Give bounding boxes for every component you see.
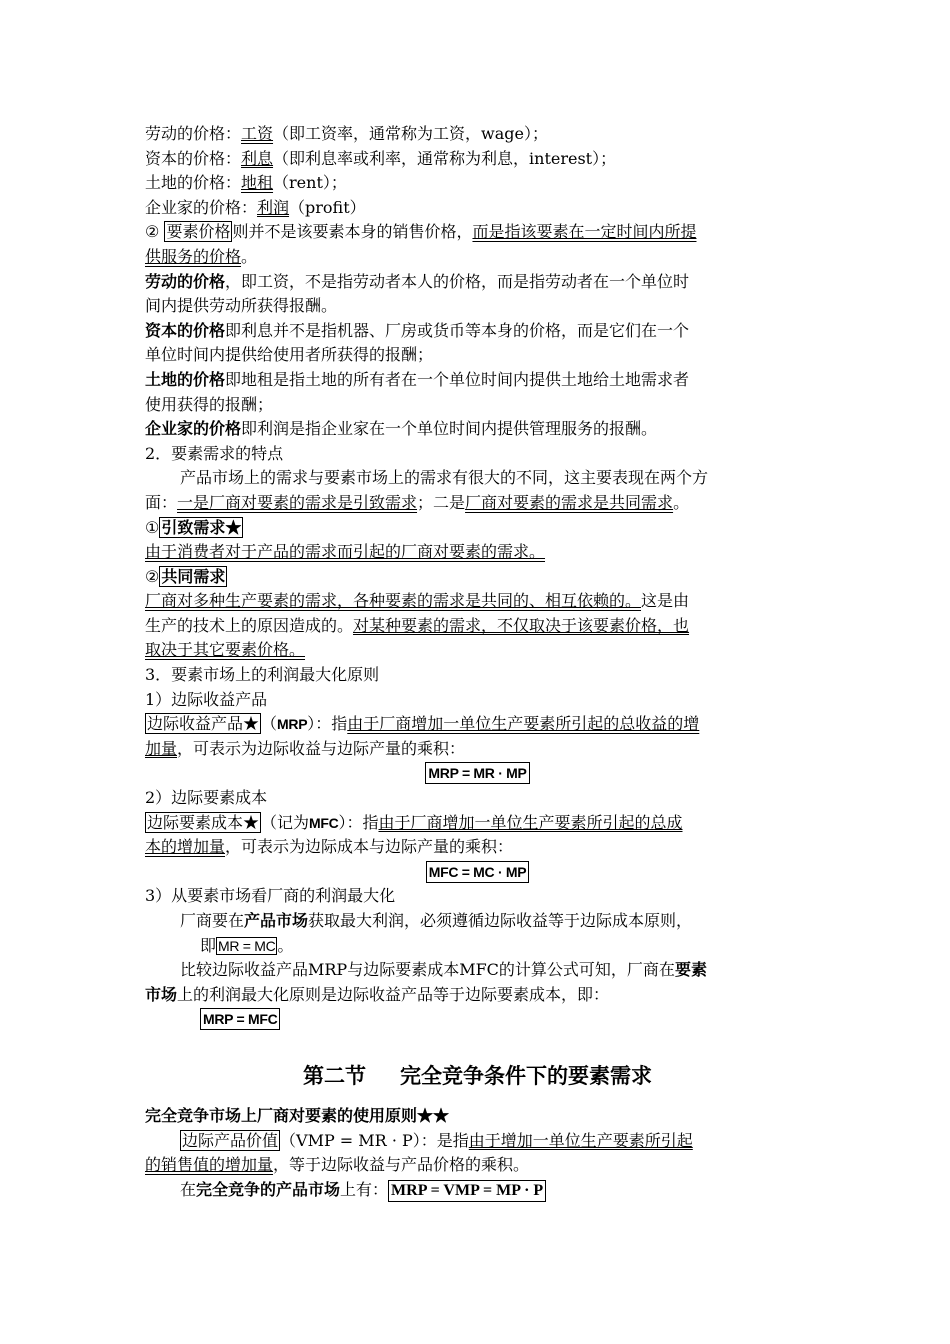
subheading-mrp xyxy=(145,688,810,713)
labor-price-def xyxy=(145,270,810,295)
text: 土地的价格： xyxy=(145,173,242,193)
mrp-mfc-line xyxy=(145,1007,810,1032)
text: 企业家的价格： xyxy=(145,197,258,217)
subheading-profit-max xyxy=(145,884,810,909)
entrepreneur-price-def xyxy=(145,417,810,442)
bold-term: 企业家的价格 xyxy=(145,419,242,439)
text: （即工资率，通常称为工资，wage）； xyxy=(273,124,548,143)
underlined-text: 的销售值的增加量 xyxy=(145,1155,274,1175)
mfc-formula-line xyxy=(145,860,810,885)
text: 则并不是该要素本身的销售价格， xyxy=(232,222,473,242)
capital-price-line xyxy=(145,147,810,172)
text: （即利息率或利率，通常称为利息，interest）； xyxy=(273,148,617,168)
derived-demand-def xyxy=(145,540,810,565)
text: 。 xyxy=(277,935,294,955)
underlined-text: 由于消费者对于产品的需求而引起的厂商对要素的需求。 xyxy=(145,542,546,562)
mfc-def-2 xyxy=(145,835,810,860)
capital-price-def xyxy=(145,319,810,344)
text: 上的利润最大化原则是边际收益产品等于边际要素成本，即： xyxy=(177,984,610,1004)
term-wage: 工资 xyxy=(241,124,274,143)
underlined-text: 由于增加一单位生产要素所引起 xyxy=(468,1130,693,1150)
principle-heading xyxy=(145,1104,810,1129)
vmp-def xyxy=(145,1129,810,1154)
text: 在 xyxy=(180,1179,197,1199)
bold-term: 要素 xyxy=(674,960,707,980)
text: （记为 xyxy=(261,812,310,832)
text: 即 xyxy=(200,935,217,955)
text: ）：指 xyxy=(338,812,379,832)
term-rent: 地租 xyxy=(241,173,274,193)
text: ，可表示为边际收益与边际产量的乘积： xyxy=(177,738,466,758)
text: ，即工资，不是指劳动者本人的价格，而是指劳动者在一个单位时 xyxy=(225,271,690,291)
paragraph-line xyxy=(145,491,810,516)
mr-mc-line xyxy=(145,934,810,959)
section-number: 第二节 xyxy=(303,1062,366,1088)
underlined-text: 厂商对多种生产要素的需求，各种要素的需求是共同的、相互依赖的。 xyxy=(145,591,642,611)
text: ② xyxy=(145,566,160,586)
text: （rent）； xyxy=(273,173,347,193)
text: 劳动的价格： xyxy=(145,124,242,143)
underlined-text: 而是指该要素在一定时间内所提 xyxy=(472,222,697,242)
term-profit: 利润 xyxy=(257,197,290,217)
factor-price-line xyxy=(145,220,810,245)
section-heading-2 xyxy=(145,442,810,467)
text: ，可表示为边际成本与边际产量的乘积： xyxy=(225,837,514,857)
land-price-def-2 xyxy=(145,393,810,418)
labor-price-line xyxy=(145,122,810,147)
document-page xyxy=(145,122,810,1202)
joint-demand-def-3 xyxy=(145,638,810,663)
bold-term: 市场 xyxy=(145,984,178,1004)
boxed-term: 要素价格 xyxy=(166,222,231,242)
entrepreneur-price-line xyxy=(145,196,810,221)
boxed-term: 共同需求 xyxy=(161,566,226,586)
underlined-text: 加量 xyxy=(145,738,178,758)
text: 。 xyxy=(673,492,690,512)
bold-term: 产品市场 xyxy=(244,911,309,930)
factor-price-line-2 xyxy=(145,245,810,270)
derived-demand-heading xyxy=(145,516,810,541)
text: 单位时间内提供给使用者所获得的报酬； xyxy=(145,345,434,365)
text: 3．要素市场上的利润最大化原则 xyxy=(145,665,380,685)
vmp-formula: MRP = VMP = MP · P xyxy=(388,1180,546,1202)
paragraph-line xyxy=(145,466,810,491)
section-name: 完全竞争条件下的要素需求 xyxy=(400,1062,652,1088)
text: 。 xyxy=(241,246,258,266)
mrp-formula-line xyxy=(145,761,810,786)
text: 比较边际收益产品MRP与边际要素成本MFC的计算公式可知，厂商在 xyxy=(180,960,675,980)
paragraph-line xyxy=(145,958,810,983)
joint-demand-def-2 xyxy=(145,614,810,639)
subheading-mfc xyxy=(145,786,810,811)
underlined-text: 由于厂商增加一单位生产要素所引起的总收益的增 xyxy=(347,714,700,734)
section-heading-3 xyxy=(145,663,810,688)
underlined-text: 对某种要素的需求，不仅取决于该要素价格，也 xyxy=(353,615,690,635)
abbr: MRP xyxy=(277,716,308,733)
text: 2．要素需求的特点 xyxy=(145,443,284,463)
bold-heading: 完全竞争市场上厂商对要素的使用原则★★ xyxy=(145,1105,450,1125)
text: 面： xyxy=(145,492,178,512)
labor-price-def-2 xyxy=(145,294,810,319)
abbr: MFC xyxy=(309,814,339,831)
mfc-def xyxy=(145,811,810,836)
text: （ xyxy=(261,714,278,734)
text: ）：指 xyxy=(307,714,348,734)
text: 获取最大利润，必须遵循边际收益等于边际成本原则， xyxy=(308,911,693,930)
text: 间内提供劳动所获得报酬。 xyxy=(145,296,338,316)
underlined-text: 厂商对要素的需求是共同需求 xyxy=(465,492,674,512)
mrp-formula: MRP = MR · MP xyxy=(425,762,529,784)
vmp-def-2 xyxy=(145,1153,810,1178)
mr-mc-formula: MR = MC xyxy=(218,937,276,954)
boxed-term: 引致需求★ xyxy=(161,517,242,537)
underlined-text: 供服务的价格 xyxy=(145,246,242,266)
text: （VMP = MR · P）：是指 xyxy=(280,1130,469,1150)
underlined-text: 由于厂商增加一单位生产要素所引起的总成 xyxy=(378,812,683,832)
text: ② xyxy=(145,222,165,242)
text: 上有： xyxy=(340,1179,389,1199)
mfc-formula: MFC = MC · MP xyxy=(426,861,530,883)
mrp-def xyxy=(145,712,810,737)
land-price-def xyxy=(145,368,810,393)
bold-term: 完全竞争的产品市场 xyxy=(196,1179,341,1199)
mrp-def-2 xyxy=(145,737,810,762)
text: 厂商要在 xyxy=(180,911,245,930)
boxed-term: 边际产品价值 xyxy=(182,1130,279,1150)
boxed-term: 边际收益产品★ xyxy=(147,714,260,734)
bold-term: 土地的价格 xyxy=(145,369,226,389)
text: ① xyxy=(145,517,160,537)
paragraph-line xyxy=(145,909,810,934)
underlined-text: 取决于其它要素价格。 xyxy=(145,640,306,660)
text: 产品市场上的需求与要素市场上的需求有很大的不同，这主要表现在两个方 xyxy=(180,468,709,488)
underlined-text: 一是厂商对要素的需求是引致需求 xyxy=(177,492,418,512)
bold-term: 资本的价格 xyxy=(145,320,226,340)
text: 2）边际要素成本 xyxy=(145,788,268,808)
text: （profit） xyxy=(289,197,366,217)
text: 1）边际收益产品 xyxy=(145,689,268,709)
bold-term: 劳动的价格 xyxy=(145,271,226,291)
capital-price-def-2 xyxy=(145,343,810,368)
text: 资本的价格： xyxy=(145,148,242,168)
text: 使用获得的报酬； xyxy=(145,394,274,414)
vmp-formula-line xyxy=(145,1178,810,1203)
text: ，等于边际收益与产品价格的乘积。 xyxy=(273,1155,530,1175)
text: 3）从要素市场看厂商的利润最大化 xyxy=(145,886,396,906)
term-interest: 利息 xyxy=(241,148,274,168)
text: 即利润是指企业家在一个单位时间内提供管理服务的报酬。 xyxy=(241,419,658,439)
boxed-term: 边际要素成本★ xyxy=(147,812,260,832)
paragraph-line xyxy=(145,983,810,1008)
text: 即利息并不是指机器、厂房或货币等本身的价格，而是它们在一个 xyxy=(225,320,690,340)
section-title xyxy=(145,1050,810,1102)
land-price-line xyxy=(145,171,810,196)
text: 这是由 xyxy=(641,591,690,611)
text: 即地租是指土地的所有者在一个单位时间内提供土地给土地需求者 xyxy=(225,369,690,389)
mrp-mfc-formula: MRP = MFC xyxy=(200,1008,280,1030)
text: 生产的技术上的原因造成的。 xyxy=(145,615,354,635)
text: ；二是 xyxy=(417,492,466,512)
joint-demand-def xyxy=(145,589,810,614)
joint-demand-heading xyxy=(145,565,810,590)
underlined-text: 本的增加量 xyxy=(145,837,226,857)
